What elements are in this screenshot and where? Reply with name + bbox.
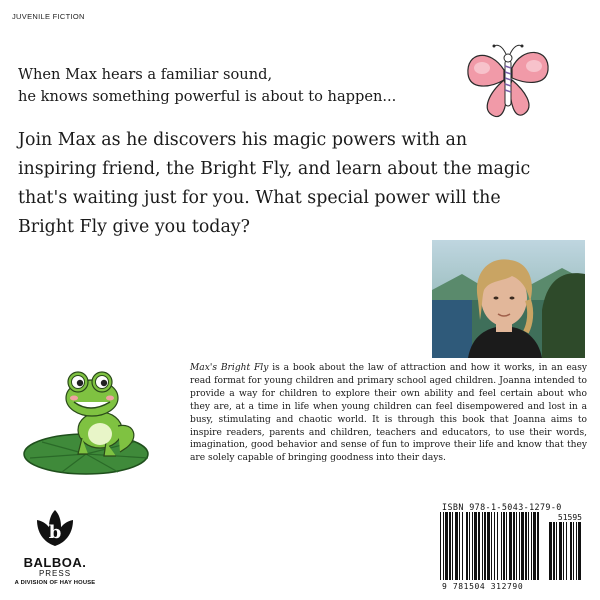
barcode-addon-bar	[559, 522, 562, 580]
barcode-bar	[466, 512, 468, 580]
blurb-text: is a book about the law of attraction and how it works, in an easy read format for young children and primary school aged children. Joanna intended to provide a way for children to explore their own ability and feel certain about who they are, at a time in life when young children can feel disempowered and lost in a busy, stimulating and chaotic world. It is through this book that Joanna aims to inspire readers, parents and children, teachers and educators, to use their words, imagination, good behavior and sense of fun to improve their life and know that they are solely capable of bringing goodness into their days.	[190, 363, 588, 464]
barcode-addon-bar	[578, 522, 581, 580]
intro-line: he knows something powerful is about to happen...	[18, 88, 397, 105]
barcode-bar	[452, 512, 453, 580]
barcode-bar	[516, 512, 517, 580]
barcode-addon-bar	[566, 522, 567, 580]
genre-label: JUVENILE FICTION	[12, 12, 85, 21]
barcode-bar	[491, 512, 492, 580]
main-line: Bright Fly give you today?	[18, 217, 250, 237]
book-blurb	[190, 362, 587, 465]
barcode-bar	[484, 512, 486, 580]
barcode-bar	[494, 512, 495, 580]
publisher-sub: PRESS	[38, 569, 72, 578]
main-line: inspiring friend, the Bright Fly, and learn about the magic	[18, 159, 531, 179]
publisher-logo	[12, 508, 98, 592]
barcode-bar	[462, 512, 463, 580]
barcode-bar	[521, 512, 524, 580]
barcode-addon-bar	[553, 522, 555, 580]
publisher-name: BALBOA.	[23, 555, 87, 570]
butterfly-icon	[460, 40, 555, 122]
intro-line: When Max hears a familiar sound,	[18, 66, 273, 83]
logo-letter: b	[48, 522, 62, 543]
barcode-bar	[506, 512, 507, 580]
barcode-bar	[513, 512, 515, 580]
barcode-addon-bar	[576, 522, 577, 580]
blurb-title: Max's Bright Fly	[190, 363, 269, 373]
author-photo	[432, 240, 585, 358]
frog-icon	[22, 368, 160, 480]
barcode-bar	[503, 512, 505, 580]
barcode-addon-bar	[556, 522, 557, 580]
barcode-bar	[440, 512, 441, 580]
intro-text	[18, 64, 448, 108]
barcode-bar	[472, 512, 473, 580]
barcode-addon: 51595	[557, 513, 582, 522]
barcode-bar	[459, 512, 460, 580]
barcode-bar	[487, 512, 490, 580]
barcode-bar	[528, 512, 529, 580]
barcode-bar	[525, 512, 527, 580]
barcode-bar	[482, 512, 483, 580]
barcode-addon-bar	[563, 522, 564, 580]
barcode-bar	[533, 512, 536, 580]
barcode-bar	[469, 512, 470, 580]
barcode-bar	[537, 512, 539, 580]
main-line: that's waiting just for you. What special power will the	[18, 188, 501, 208]
barcode-bar	[474, 512, 477, 580]
main-description	[18, 126, 538, 242]
barcode-bar	[497, 512, 498, 580]
lotus-icon	[33, 508, 77, 548]
barcode-addon-bar	[573, 522, 574, 580]
barcode-bar	[531, 512, 532, 580]
publisher-division: A DIVISION OF HAY HOUSE	[14, 580, 96, 586]
barcode-bar	[478, 512, 480, 580]
barcode-bar	[509, 512, 512, 580]
barcode-addon-bar	[549, 522, 552, 580]
barcode-bar	[445, 512, 448, 580]
barcode-bar	[443, 512, 444, 580]
barcode-number: 9 781504 312790	[442, 582, 524, 591]
barcode-bar	[501, 512, 502, 580]
isbn-barcode	[432, 498, 590, 594]
barcode-addon-bar	[570, 522, 572, 580]
barcode-bars	[438, 512, 584, 582]
barcode-bar	[519, 512, 520, 580]
main-line: Join Max as he discovers his magic powers with an	[18, 130, 468, 150]
isbn-text: ISBN 978-1-5043-1279-0	[442, 502, 562, 512]
barcode-bar	[449, 512, 451, 580]
barcode-bar	[455, 512, 458, 580]
